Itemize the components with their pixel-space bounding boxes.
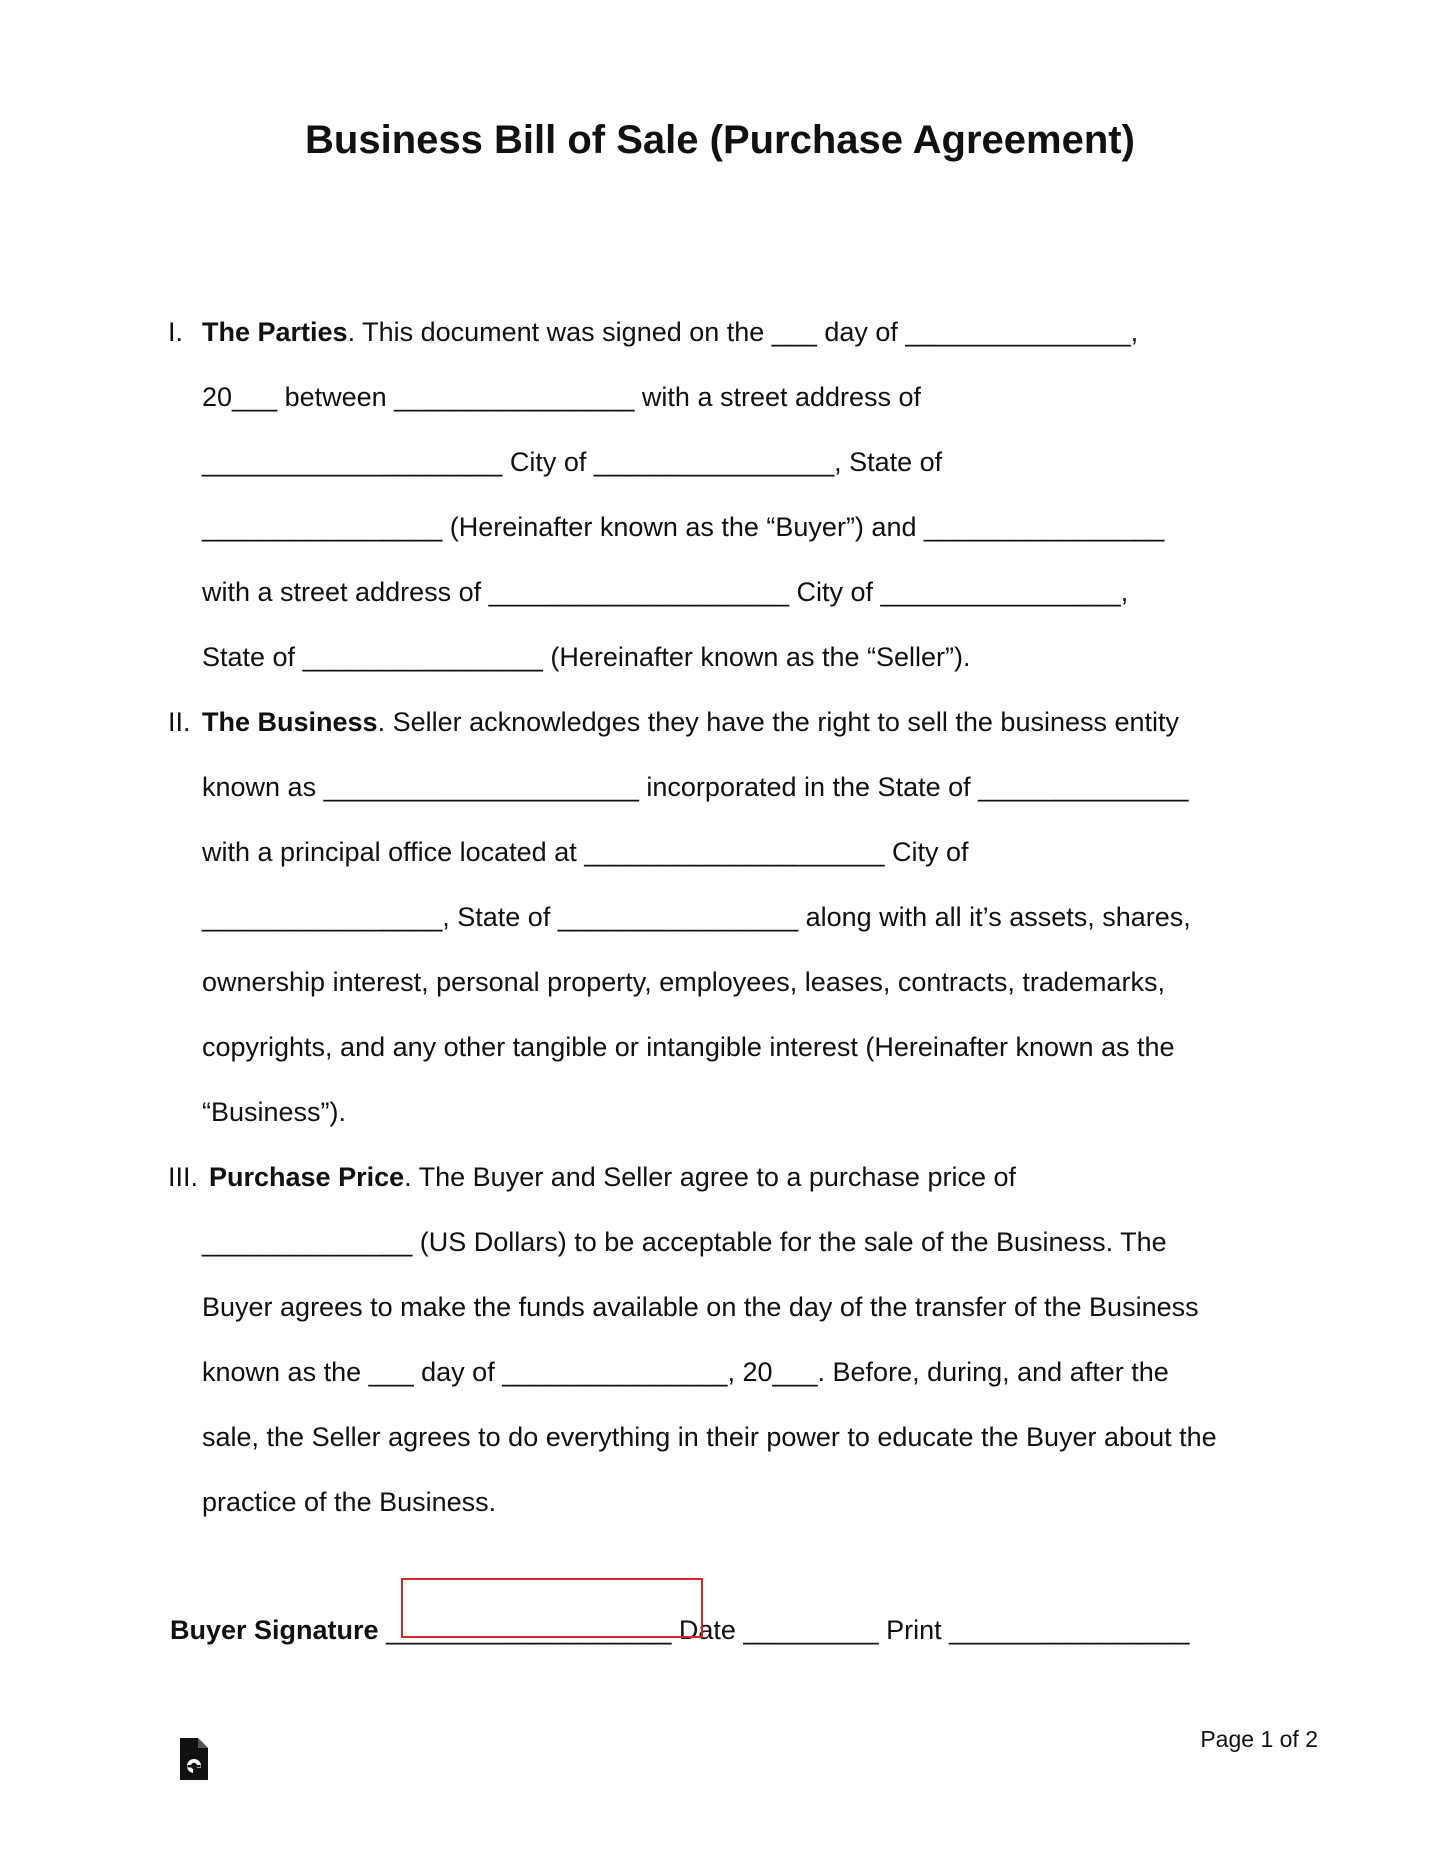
section-3-line-6: practice of the Business. <box>202 1487 497 1517</box>
section-2-line-4: ________________, State of ________________ along with all it’s assets, shares, <box>202 902 1191 932</box>
section-3-line-4: known as the ___ day of _______________, 20___. Before, during, and after the <box>202 1357 1169 1387</box>
section-1-line-6: State of ________________ (Hereinafter known as the “Seller”). <box>202 642 971 672</box>
date-field[interactable]: Date _________ <box>678 1615 879 1645</box>
section-1-line-5: with a street address of ____________________ City of ________________, <box>202 577 1129 607</box>
page-number: Page 1 of 2 <box>1200 1726 1318 1752</box>
buyer-signature-label: Buyer Signature <box>170 1615 379 1645</box>
section-3-line-2: ______________ (US Dollars) to be acceptable for the sale of the Business. The <box>202 1227 1167 1257</box>
section-2-heading: The Business <box>202 707 378 737</box>
section-3-line-5: sale, the Seller agrees to do everything in their power to educate the Buyer about the <box>202 1422 1217 1452</box>
print-name-field[interactable]: Print ________________ <box>886 1615 1190 1645</box>
buyer-signature-blank[interactable]: ___________________ <box>378 1615 679 1645</box>
section-2-line-6: copyrights, and any other tangible or intangible interest (Hereinafter known as the <box>202 1032 1175 1062</box>
document-title: Business Bill of Sale (Purchase Agreement) <box>305 118 1135 162</box>
section-3-line-3: Buyer agrees to make the funds available on the day of the transfer of the Business <box>202 1292 1199 1322</box>
section-1-line-1 <box>202 314 1138 350</box>
section-2-line-3: with a principal office located at ____________________ City of <box>202 837 969 867</box>
section-2-text: . Seller acknowledges they have the right to sell the business entity <box>377 707 1180 737</box>
section-2-number: II. <box>168 707 191 737</box>
section-2-line-1 <box>202 704 1179 740</box>
section-3-heading: Purchase Price <box>209 1162 405 1192</box>
section-2-line-7: “Business”). <box>202 1097 347 1127</box>
section-1-line-4: ________________ (Hereinafter known as the “Buyer”) and ________________ <box>202 512 1165 542</box>
section-1-number: I. <box>168 317 184 347</box>
document-e-logo-icon <box>178 1736 210 1782</box>
section-3-text: . The Buyer and Seller agree to a purchase price of <box>404 1162 1016 1192</box>
section-1-line-2: 20___ between ________________ with a street address of <box>202 382 922 412</box>
signature-field-box[interactable] <box>401 1578 703 1638</box>
section-1-line-3: ____________________ City of ________________, State of <box>202 447 943 477</box>
section-3-number: III. <box>168 1162 199 1192</box>
section-2-line-5: ownership interest, personal property, employees, leases, contracts, trademarks, <box>202 967 1165 997</box>
section-1-heading: The Parties <box>202 317 348 347</box>
section-1-text: . This document was signed on the ___ day of _______________, <box>347 317 1139 347</box>
section-3-line-1 <box>209 1159 1016 1195</box>
section-2-line-2: known as _____________________ incorporated in the State of ______________ <box>202 772 1189 802</box>
